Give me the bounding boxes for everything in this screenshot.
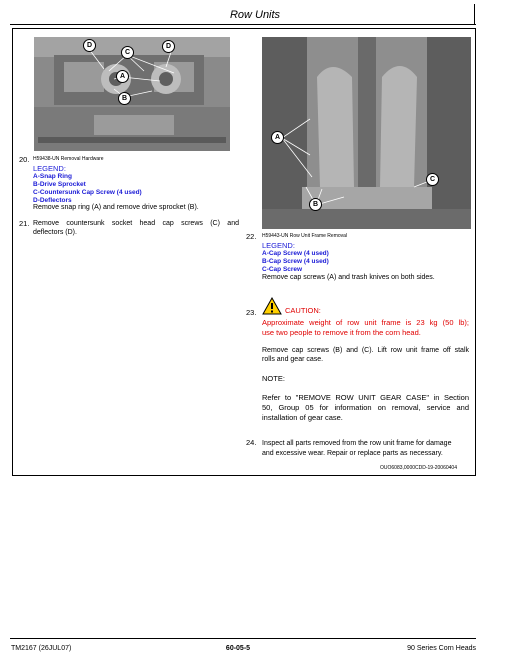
callout-a-frame: A — [271, 131, 284, 144]
removal-hardware-photo — [34, 37, 230, 151]
callout-d-left: D — [83, 39, 96, 52]
caution-warning-line-2: use two people to remove it from the corn head. — [262, 328, 421, 337]
step-24-line-1: Inspect all parts removed from the row unit frame for damage — [262, 440, 452, 447]
step-20-instruction: Remove snap ring (A) and remove drive sprocket (B). — [33, 204, 199, 211]
step-22-legend-a: A-Cap Screw (4 used) — [262, 250, 329, 257]
step-20-legend-d: D-Deflectors — [33, 197, 72, 204]
caution-warning-line-1: Approximate weight of row unit frame is 23 kg (50 lb); — [262, 318, 469, 327]
step-22-legend-b: B-Cap Screw (4 used) — [262, 258, 329, 265]
step-22-legend-title: LEGEND: — [262, 241, 295, 250]
callout-c-frame: C — [426, 173, 439, 186]
footer-rule — [10, 638, 476, 639]
document-reference-code: OUO6083,0000CDD-19-20060404 — [380, 465, 457, 471]
step-22-instruction: Remove cap screws (A) and trash knives on both sides. — [262, 274, 435, 281]
step-21-line-2: deflectors (D). — [33, 229, 77, 236]
step-24-line-2: and excessive wear. Repair or replace parts as necessary. — [262, 450, 443, 457]
header-rule — [10, 24, 476, 25]
step-20-legend-c: C-Countersunk Cap Screw (4 used) — [33, 189, 142, 196]
step-20-legend-b: B-Drive Sprocket — [33, 181, 86, 188]
note-line-1: Refer to "REMOVE ROW UNIT GEAR CASE" in Section — [262, 393, 469, 402]
note-line-2: 50, Group 05 for information on removal, service and — [262, 403, 469, 412]
step-22-caption: H59443-UN Row Unit Frame Removal — [262, 233, 348, 239]
row-unit-frame-illustration — [262, 37, 471, 229]
footer-page-number: 60-05-5 — [225, 645, 251, 652]
callout-c: C — [121, 46, 134, 59]
step-22-legend-c: C-Cap Screw — [262, 266, 303, 273]
step-20-legend-a: A-Snap Ring — [33, 173, 72, 180]
step-23-number: 23. — [246, 308, 257, 317]
step-20-legend-title: LEGEND: — [33, 164, 66, 173]
step-23-line-2: rolls and gear case. — [262, 356, 324, 363]
callout-a: A — [116, 70, 129, 83]
step-21-line-1: Remove countersunk socket head cap screws (C) and — [33, 220, 239, 227]
step-21-number: 21. — [19, 219, 30, 228]
row-unit-frame-photo — [262, 37, 471, 229]
footer-product-name: 90 Series Corn Heads — [407, 645, 476, 652]
note-line-3: installation of gear case. — [262, 413, 343, 422]
callout-b-frame: B — [309, 198, 322, 211]
callout-b: B — [118, 92, 131, 105]
step-20-number: 20. — [19, 155, 30, 164]
callout-d-right: D — [162, 40, 175, 53]
step-24-number: 24. — [246, 438, 257, 447]
step-22-number: 22. — [246, 232, 257, 241]
note-label: NOTE: — [262, 374, 285, 383]
header-tick — [474, 4, 475, 25]
caution-label: CAUTION: — [285, 306, 321, 315]
step-20-caption: H59438-UN Removal Hardware — [33, 156, 104, 162]
page-section-title: Row Units — [229, 9, 281, 21]
warning-triangle-icon — [262, 297, 282, 315]
step-23-line-1: Remove cap screws (B) and (C). Lift row unit frame off stalk — [262, 347, 469, 354]
footer-tm-number: TM2167 (26JUL07) — [11, 645, 72, 652]
